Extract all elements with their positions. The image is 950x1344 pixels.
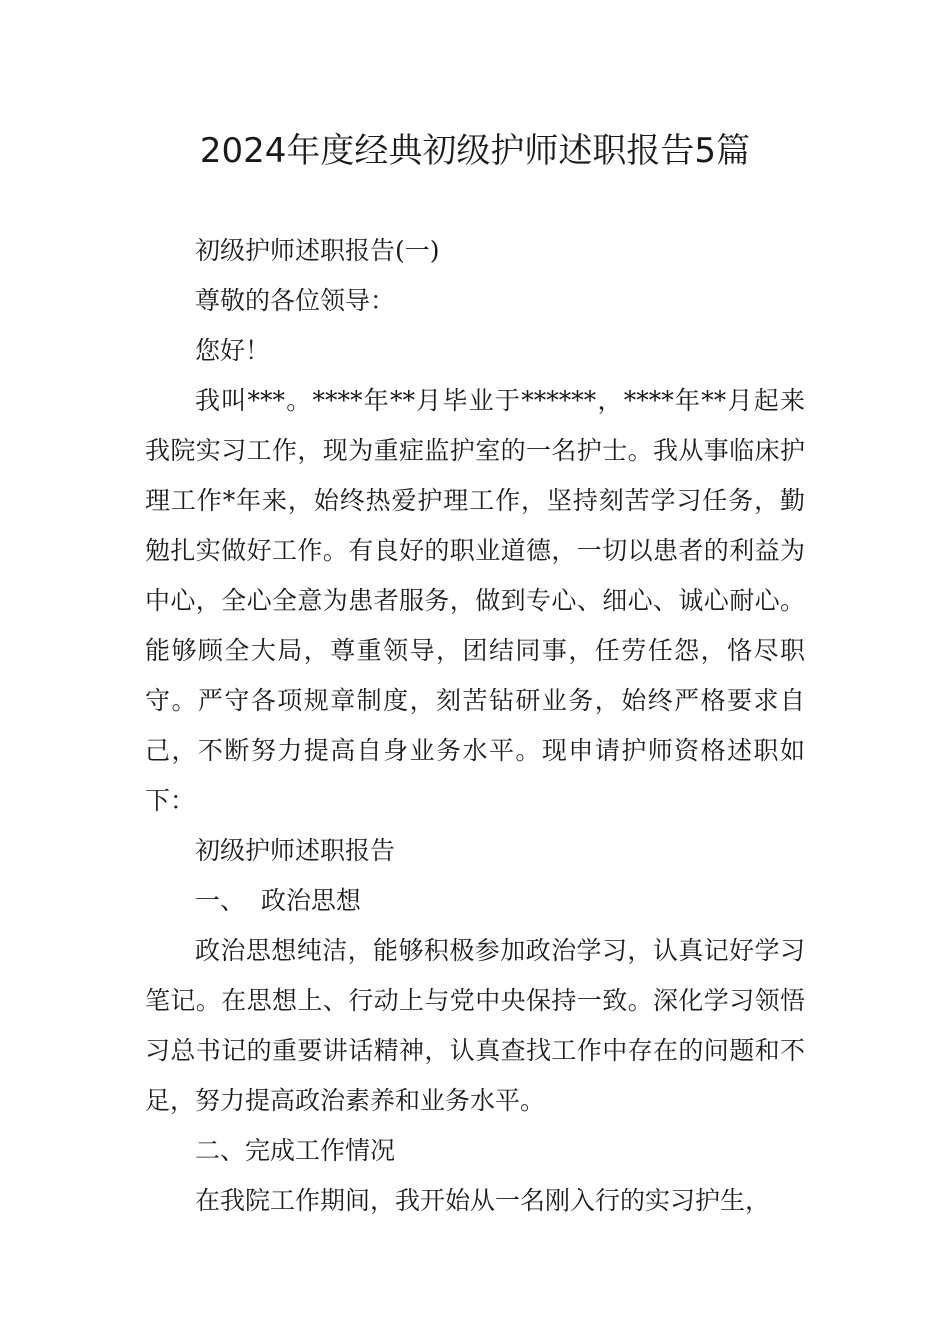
intro-paragraph: 我叫***。****年**月毕业于******，****年**月起来我院实习工作，现为重症监护室的一名护士。我从事临床护理工作*年来，始终热爱护理工作，坚持刻苦学习任务，勤勉扎实做好工作。有良好的职业道德，一切以患者的利益为中心，全心全意为患者服务，做到专心、细心、诚心耐心。能够顾全大局，尊重领导，团结同事，任劳任怨，恪尽职守。严守各项规章制度，刻苦钻研业务，始终严格要求自己，不断努力提高自身业务水平。现申请护师资格述职如下： <box>145 386 805 815</box>
section-heading-work: 二、完成工作情况 <box>195 1136 396 1165</box>
report-subheading: 初级护师述职报告 <box>195 836 396 865</box>
salutation: 尊敬的各位领导： <box>195 286 396 315</box>
politics-paragraph: 政治思想纯洁，能够积极参加政治学习，认真记好学习笔记。在思想上、行动上与党中央保持一致。深化学习领悟习总书记的重要讲话精神，认真查找工作中存在的问题和不足，努力提高政治素养和业务水平。 <box>145 936 805 1115</box>
document-body <box>145 226 805 1226</box>
section-heading-report-1: 初级护师述职报告(一) <box>195 236 440 265</box>
section-heading-politics: 一、 政治思想 <box>195 886 361 915</box>
greeting: 您好！ <box>195 336 271 365</box>
document-title: 2024年度经典初级护师述职报告5篇 <box>199 131 751 171</box>
work-paragraph: 在我院工作期间，我开始从一名刚入行的实习护生， <box>195 1186 771 1215</box>
